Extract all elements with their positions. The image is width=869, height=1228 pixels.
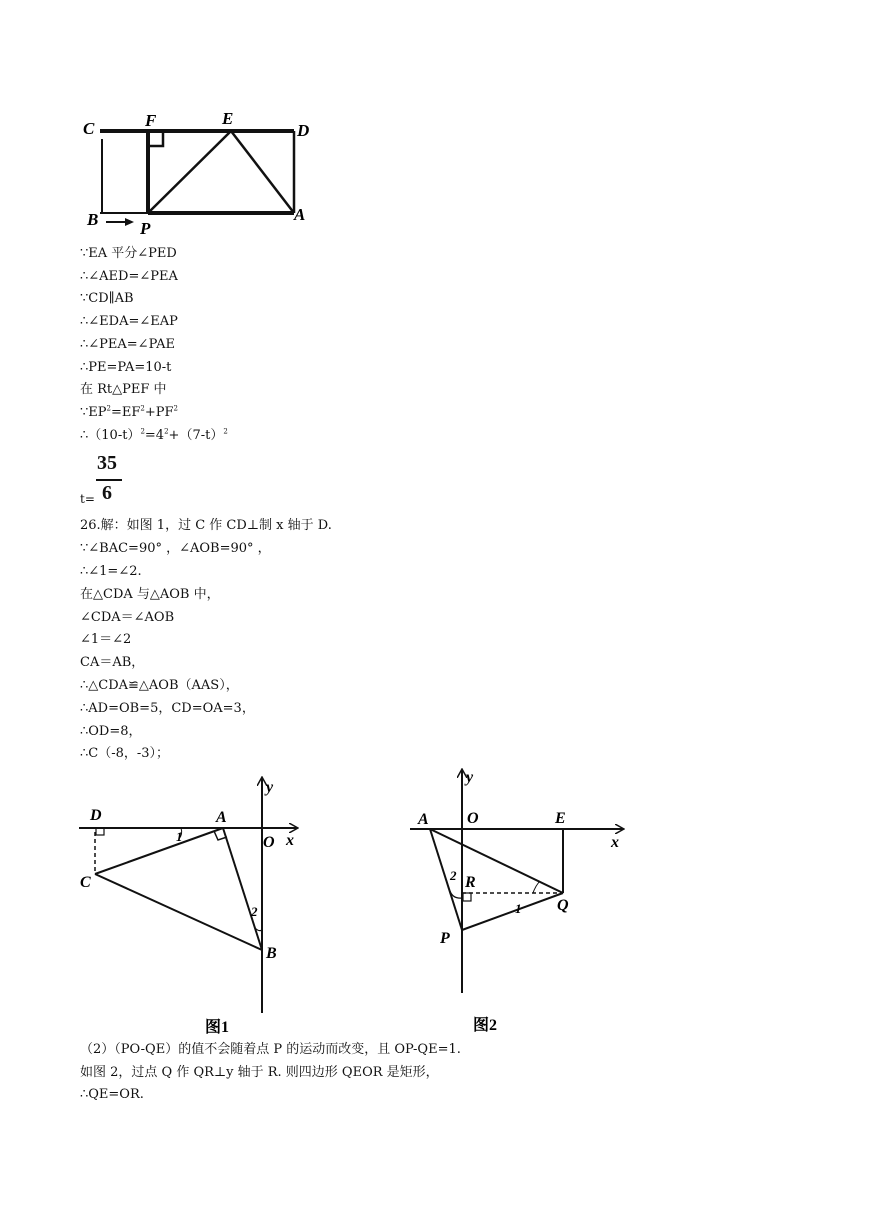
proof-line: 在△CDA 与△AOB 中， (80, 587, 220, 602)
segment-ab (223, 828, 262, 950)
proof-line: ∴∠EDA=∠EAP (80, 314, 178, 329)
label-c: C (80, 874, 91, 891)
fraction-label: t= (80, 492, 95, 506)
segment-ap (430, 829, 462, 930)
proof-line: ∵EA 平分∠PED (80, 246, 177, 261)
proof-line: ∠1＝∠2 (80, 632, 132, 647)
label-a: A (418, 811, 429, 828)
label-1: 1 (176, 829, 183, 844)
fraction-numerator: 35 (97, 452, 117, 474)
label-y: y (466, 769, 474, 786)
label-x: x (286, 832, 294, 849)
proof-line: ∴OD=8， (80, 724, 142, 739)
label-2: 2 (251, 904, 258, 919)
label-b: B (87, 210, 99, 229)
proof-line: 在 Rt△PEF 中 (80, 382, 167, 397)
label-r: R (465, 874, 476, 891)
angle-arc-1 (533, 882, 539, 893)
label-c: C (83, 119, 95, 138)
proof-line: ∵CD∥AB (80, 291, 134, 306)
right-angle-mark (148, 131, 163, 146)
figure-1-caption: 图1 (205, 1019, 230, 1036)
proof-line: ∴∠AED=∠PEA (80, 269, 178, 284)
proof-line: 26.解：如图 1，过 C 作 CD⊥制 x 轴于 D. (80, 518, 332, 533)
figure-rectangle (78, 104, 328, 239)
arrow-head-icon (125, 218, 134, 226)
fraction-denominator: 6 (102, 482, 112, 504)
label-d: D (90, 807, 102, 824)
proof-line: ∴∠PEA=∠PAE (80, 337, 176, 352)
segment-ea (231, 131, 294, 213)
figure-1 (75, 770, 315, 1040)
segment-pe (148, 131, 231, 213)
label-a: A (216, 809, 227, 826)
proof-line: ∵∠BAC=90° ，∠AOB=90° ， (80, 541, 271, 556)
label-o: O (467, 810, 479, 827)
segment-pq (462, 893, 563, 930)
segment-ca (95, 828, 223, 874)
right-angle-mark-r (463, 893, 471, 901)
label-b: B (266, 945, 277, 962)
label-f: F (145, 111, 157, 130)
proof-line: ∴PE=PA=10-t (80, 360, 172, 375)
proof-line: ∴∠1=∠2. (80, 564, 142, 579)
label-p: P (440, 930, 450, 947)
label-e: E (222, 109, 234, 128)
label-2: 2 (450, 868, 457, 883)
label-y: y (266, 779, 274, 796)
segment-cb (95, 874, 262, 950)
label-e: E (555, 810, 566, 827)
label-o: O (263, 834, 275, 851)
fraction-result (80, 452, 140, 508)
label-1: 1 (515, 901, 522, 916)
figure-2 (405, 765, 635, 1035)
label-x: x (611, 834, 619, 851)
label-q: Q (557, 897, 569, 914)
label-d: D (297, 121, 310, 140)
proof-line: ∴C（-8，-3）； (80, 746, 170, 761)
proof-line: ∴△CDA≌△AOB（AAS）， (80, 678, 239, 693)
equation-pythagoras: $\because EP^2=EF^2+PF^2$ (80, 404, 178, 420)
proof-line: （2）（PO-QE）的值不会随着点 P 的运动而改变，且 OP-QE=1. (80, 1042, 461, 1057)
proof-line: 如图 2，过点 Q 作 QR⊥y 轴于 R. 则四边形 QEOR 是矩形， (80, 1065, 439, 1080)
segment-aq (430, 829, 563, 893)
proof-line: ∴QE=OR. (80, 1087, 144, 1102)
figure-2-caption: 图2 (473, 1017, 498, 1034)
label-a: A (294, 205, 306, 224)
equation-substitution: $\therefore(10-t)^2=4^2+(7-t)^2$ (80, 427, 228, 443)
right-angle-mark-d (96, 828, 104, 835)
fraction-bar (96, 479, 122, 481)
label-p: P (140, 219, 151, 238)
proof-line: CA＝AB， (80, 655, 145, 670)
proof-line: ∴AD=OB=5，CD=OA=3， (80, 701, 255, 716)
proof-line: ∠CDA＝∠AOB (80, 610, 175, 625)
